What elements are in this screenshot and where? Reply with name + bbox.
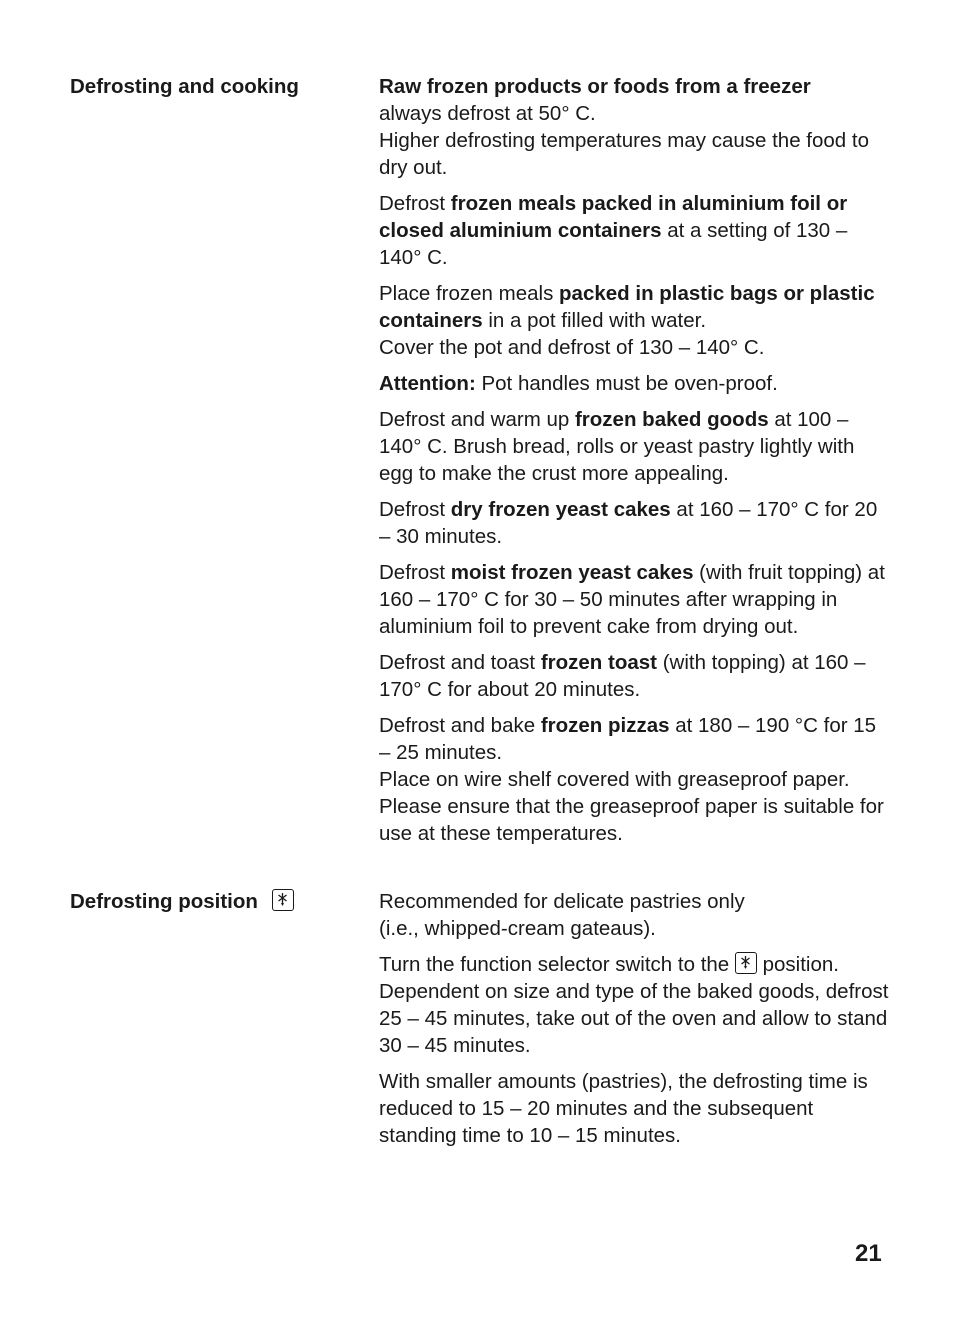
- paragraph-frozen-pizzas: Defrost and bake frozen pizzas at 180 – 190 °C for 15 – 25 minutes. Place on wire shelf covered with greaseproof paper. Please ensure that the greaseproof paper is suitable for use at these temperatures.: [379, 714, 884, 845]
- paragraph-aluminium-meals: Defrost frozen meals packed in aluminium foil or closed aluminium containers at a setting of 130 – 140° C.: [379, 192, 848, 269]
- paragraph-moist-yeast-cakes: Defrost moist frozen yeast cakes (with fruit topping) at 160 – 170° C for 30 – 50 minutes after wrapping in aluminium foil to prevent cake from drying out.: [379, 561, 885, 638]
- section-body: [379, 73, 889, 856]
- paragraph-frozen-toast: Defrost and toast frozen toast (with topping) at 160 – 170° C for about 20 minutes.: [379, 651, 866, 701]
- paragraph-baked-goods: Defrost and warm up frozen baked goods at 100 – 140° C. Brush bread, rolls or yeast pastry lightly with egg to make the crust more appealing.: [379, 408, 855, 485]
- page-number: 21: [855, 1240, 882, 1267]
- paragraph-smaller-amounts: With smaller amounts (pastries), the defrosting time is reduced to 15 – 20 minutes and the subsequent standing time to 10 – 15 minutes.: [379, 1070, 868, 1147]
- defrost-symbol-icon: [272, 889, 294, 911]
- paragraph-recommended: Recommended for delicate pastries only (i.e., whipped-cream gateaus).: [379, 890, 745, 940]
- paragraph-attention: Attention: Pot handles must be oven-proof.: [379, 372, 778, 395]
- section-heading: Defrosting position: [70, 888, 360, 915]
- paragraph-plastic-meals: Place frozen meals packed in plastic bags or plastic containers in a pot filled with water. Cover the pot and defrost of 130 – 140° C.: [379, 282, 875, 359]
- paragraph-raw-frozen: Raw frozen products or foods from a freezer always defrost at 50° C. Higher defrosting temperatures may cause the food to dry out.: [379, 75, 869, 179]
- section-heading: Defrosting and cooking: [70, 75, 299, 98]
- paragraph-dry-yeast-cakes: Defrost dry frozen yeast cakes at 160 – 170° C for 20 – 30 minutes.: [379, 498, 878, 548]
- paragraph-function-selector: Turn the function selector switch to the position. Dependent on size and type of the baked goods, defrost 25 – 45 minutes, take out of the oven and allow to stand 30 – 45 minutes.: [379, 953, 889, 1057]
- section-body: [379, 888, 889, 1158]
- defrost-symbol-icon: [735, 952, 757, 974]
